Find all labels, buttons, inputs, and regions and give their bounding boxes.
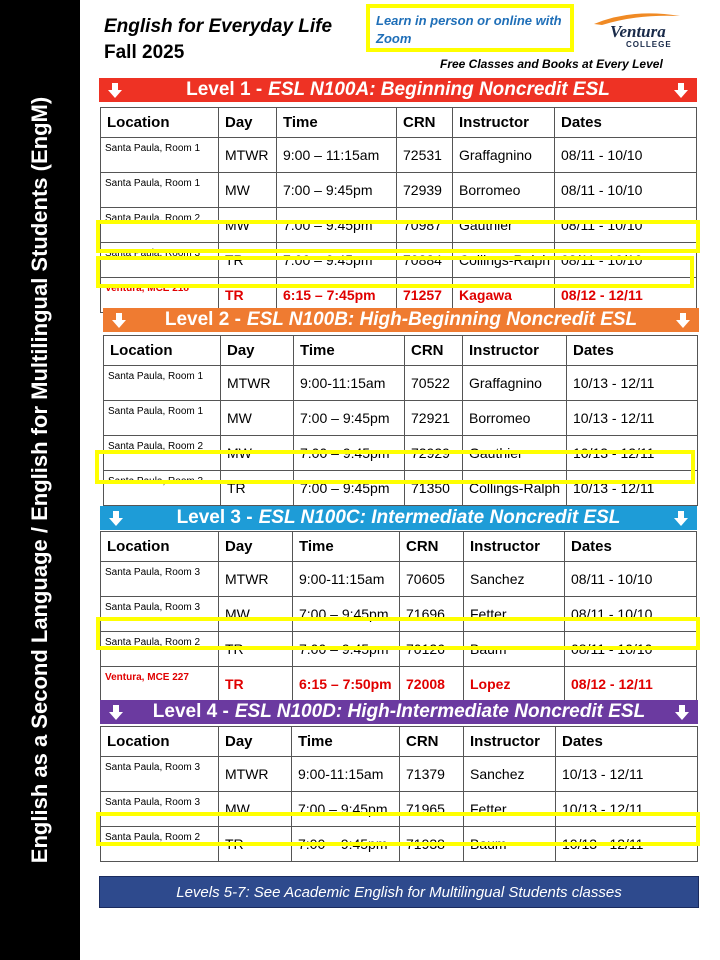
col-header: Instructor (463, 336, 567, 366)
free-classes-note: Free Classes and Books at Every Level (440, 57, 663, 71)
time-cell: 7:00 – 9:45pm (277, 243, 397, 278)
col-header: CRN (397, 108, 453, 138)
table-header (101, 727, 698, 757)
instructor-cell: Borromeo (463, 401, 567, 436)
table-row (101, 667, 697, 702)
down-arrow-icon (671, 508, 691, 528)
instructor-cell: Gauthier (463, 436, 567, 471)
col-header: Dates (555, 108, 697, 138)
dates-cell: 10/13 - 12/11 (556, 827, 698, 862)
crn-cell: 71696 (400, 597, 464, 632)
down-arrow-icon (105, 80, 125, 100)
table-row (104, 401, 698, 436)
table-header (101, 532, 697, 562)
table-row (104, 471, 698, 506)
day-cell: MW (219, 792, 292, 827)
time-cell: 7:00 – 9:45pm (294, 401, 405, 436)
level-1-banner (99, 78, 697, 102)
table-row (101, 173, 697, 208)
table-row (101, 243, 697, 278)
instructor-cell: Sanchez (464, 757, 556, 792)
dates-cell: 08/11 - 10/10 (555, 243, 697, 278)
crn-cell: 72929 (405, 436, 463, 471)
term-label: Fall 2025 (104, 42, 185, 63)
day-cell: TR (219, 632, 293, 667)
time-cell: 7:00 – 9:45pm (292, 792, 400, 827)
dates-cell: 08/11 - 10/10 (555, 138, 697, 173)
dates-cell: 08/11 - 10/10 (565, 632, 697, 667)
dates-cell: 10/13 - 12/11 (556, 792, 698, 827)
location-cell: Santa Paula, Room 2 (101, 208, 219, 243)
col-header: Instructor (464, 532, 565, 562)
table-row (104, 366, 698, 401)
col-header: Dates (565, 532, 697, 562)
ventura-college-logo (590, 12, 690, 48)
time-cell: 9:00-11:15am (293, 562, 400, 597)
table-row (101, 138, 697, 173)
col-header: Day (219, 108, 277, 138)
time-cell: 9:00-11:15am (294, 366, 405, 401)
instructor-cell: Sanchez (464, 562, 565, 597)
time-cell: 7:00 – 9:45pm (293, 632, 400, 667)
table-row (101, 208, 697, 243)
col-header: Location (101, 727, 219, 757)
crn-cell: 71938 (400, 827, 464, 862)
location-cell: Santa Paula, Room 3 (101, 757, 219, 792)
crn-cell: 72531 (397, 138, 453, 173)
location-cell: Santa Paula, Room 2 (101, 827, 219, 862)
instructor-cell: Collings-Ralph (453, 243, 555, 278)
sidebar (0, 0, 80, 960)
table-row (101, 827, 698, 862)
instructor-cell: Baum (464, 827, 556, 862)
time-cell: 7:00 – 9:45pm (294, 471, 405, 506)
down-arrow-icon (673, 310, 693, 330)
col-header: Location (101, 532, 219, 562)
location-cell: Santa Paula, Room 3 (101, 597, 219, 632)
level-3-banner (100, 506, 697, 530)
location-cell: Santa Paula, Room 1 (104, 401, 221, 436)
crn-cell: 71965 (400, 792, 464, 827)
instructor-cell: Lopez (464, 667, 565, 702)
location-cell: Ventura, MCE 227 (101, 667, 219, 702)
day-cell: TR (219, 827, 292, 862)
crn-cell: 70605 (400, 562, 464, 597)
day-cell: MTWR (219, 757, 292, 792)
dates-cell: 10/13 - 12/11 (556, 757, 698, 792)
location-cell: Santa Paula, Room 2 (104, 436, 221, 471)
dates-cell: 08/12 - 12/11 (565, 667, 697, 702)
col-header: Time (293, 532, 400, 562)
col-header: Day (221, 336, 294, 366)
instructor-cell: Fetter (464, 597, 565, 632)
col-header: Dates (556, 727, 698, 757)
level-2-table (103, 335, 698, 506)
down-arrow-icon (106, 508, 126, 528)
instructor-cell: Collings-Ralph (463, 471, 567, 506)
time-cell: 7:00 – 9:45pm (292, 827, 400, 862)
time-cell: 6:15 – 7:50pm (293, 667, 400, 702)
level-label: Level 1 - (186, 79, 263, 100)
dates-cell: 08/12 - 12/11 (555, 278, 697, 313)
col-header: Time (292, 727, 400, 757)
dates-cell: 10/13 - 12/11 (567, 366, 698, 401)
crn-cell: 70884 (397, 243, 453, 278)
level-label: Level 4 - (152, 701, 229, 722)
crn-cell: 71350 (405, 471, 463, 506)
logo-subtext: COLLEGE (626, 40, 672, 49)
crn-cell: 71379 (400, 757, 464, 792)
location-cell: Ventura, MCE 218 (101, 278, 219, 313)
day-cell: TR (219, 667, 293, 702)
time-cell: 7:00 – 9:45pm (277, 173, 397, 208)
instructor-cell: Graffagnino (463, 366, 567, 401)
crn-cell: 70126 (400, 632, 464, 667)
col-header: Day (219, 532, 293, 562)
level-2-banner (103, 308, 699, 332)
table-row (101, 632, 697, 667)
crn-cell: 70522 (405, 366, 463, 401)
day-cell: TR (219, 243, 277, 278)
footer-note: Levels 5-7: See Academic English for Multilingual Students classes (99, 876, 699, 908)
location-cell: Santa Paula, Room 3 (101, 792, 219, 827)
location-cell: Santa Paula, Room 1 (104, 366, 221, 401)
dates-cell: 08/11 - 10/10 (555, 173, 697, 208)
table-header (104, 336, 698, 366)
logo-text: Ventura (610, 22, 666, 41)
col-header: Dates (567, 336, 698, 366)
table-row (101, 792, 698, 827)
time-cell: 7:00 – 9:45pm (294, 436, 405, 471)
col-header: Location (104, 336, 221, 366)
level-1-table (100, 107, 697, 313)
course-title: ESL N100B: High-Beginning Noncredit ESL (246, 309, 638, 330)
day-cell: MW (221, 401, 294, 436)
crn-cell: 72921 (405, 401, 463, 436)
dates-cell: 10/13 - 12/11 (567, 436, 698, 471)
down-arrow-icon (671, 80, 691, 100)
level-label: Level 2 - (164, 309, 241, 330)
crn-cell: 72008 (400, 667, 464, 702)
instructor-cell: Borromeo (453, 173, 555, 208)
down-arrow-icon (109, 310, 129, 330)
instructor-cell: Baum (464, 632, 565, 667)
col-header: Day (219, 727, 292, 757)
course-title: ESL N100D: High-Intermediate Noncredit ESL (234, 701, 646, 722)
col-header: CRN (400, 532, 464, 562)
crn-cell: 72939 (397, 173, 453, 208)
dates-cell: 08/11 - 10/10 (555, 208, 697, 243)
course-title: ESL N100C: Intermediate Noncredit ESL (258, 507, 621, 528)
level-3-table (100, 531, 697, 702)
table-row (101, 757, 698, 792)
day-cell: MTWR (219, 138, 277, 173)
col-header: Instructor (453, 108, 555, 138)
day-cell: TR (221, 471, 294, 506)
level-4-banner (100, 700, 698, 724)
col-header: Time (294, 336, 405, 366)
time-cell: 7:00 – 9:45pm (293, 597, 400, 632)
day-cell: MTWR (221, 366, 294, 401)
course-title: ESL N100A: Beginning Noncredit ESL (268, 79, 610, 100)
col-header: Time (277, 108, 397, 138)
down-arrow-icon (672, 702, 692, 722)
level-4-table (100, 726, 698, 862)
day-cell: MW (219, 173, 277, 208)
location-cell: Santa Paula, Room 2 (101, 632, 219, 667)
dates-cell: 08/11 - 10/10 (565, 597, 697, 632)
location-cell: Santa Paula, Room 1 (101, 173, 219, 208)
time-cell: 7:00 – 9:45pm (277, 208, 397, 243)
col-header: CRN (400, 727, 464, 757)
location-cell: Santa Paula, Room 3 (101, 562, 219, 597)
zoom-note: Learn in person or online with Zoom (366, 4, 574, 52)
crn-cell: 71257 (397, 278, 453, 313)
day-cell: TR (219, 278, 277, 313)
crn-cell: 70987 (397, 208, 453, 243)
col-header: Location (101, 108, 219, 138)
location-cell: Santa Paula, Room 3 (104, 471, 221, 506)
day-cell: MW (219, 208, 277, 243)
instructor-cell: Kagawa (453, 278, 555, 313)
table-row (101, 562, 697, 597)
table-row (101, 597, 697, 632)
location-cell: Santa Paula, Room 3 (101, 243, 219, 278)
dates-cell: 08/11 - 10/10 (565, 562, 697, 597)
time-cell: 6:15 – 7:45pm (277, 278, 397, 313)
sidebar-title: English as a Second Language / English for Multilingual Students (EngM) (27, 96, 52, 864)
instructor-cell: Graffagnino (453, 138, 555, 173)
level-label: Level 3 - (176, 507, 253, 528)
day-cell: MTWR (219, 562, 293, 597)
col-header: CRN (405, 336, 463, 366)
page-title: English for Everyday Life (104, 16, 333, 37)
table-header (101, 108, 697, 138)
table-row (104, 436, 698, 471)
dates-cell: 10/13 - 12/11 (567, 471, 698, 506)
time-cell: 9:00 – 11:15am (277, 138, 397, 173)
instructor-cell: Gauthier (453, 208, 555, 243)
dates-cell: 10/13 - 12/11 (567, 401, 698, 436)
down-arrow-icon (106, 702, 126, 722)
day-cell: MW (221, 436, 294, 471)
day-cell: MW (219, 597, 293, 632)
instructor-cell: Fetter (464, 792, 556, 827)
col-header: Instructor (464, 727, 556, 757)
time-cell: 9:00-11:15am (292, 757, 400, 792)
location-cell: Santa Paula, Room 1 (101, 138, 219, 173)
